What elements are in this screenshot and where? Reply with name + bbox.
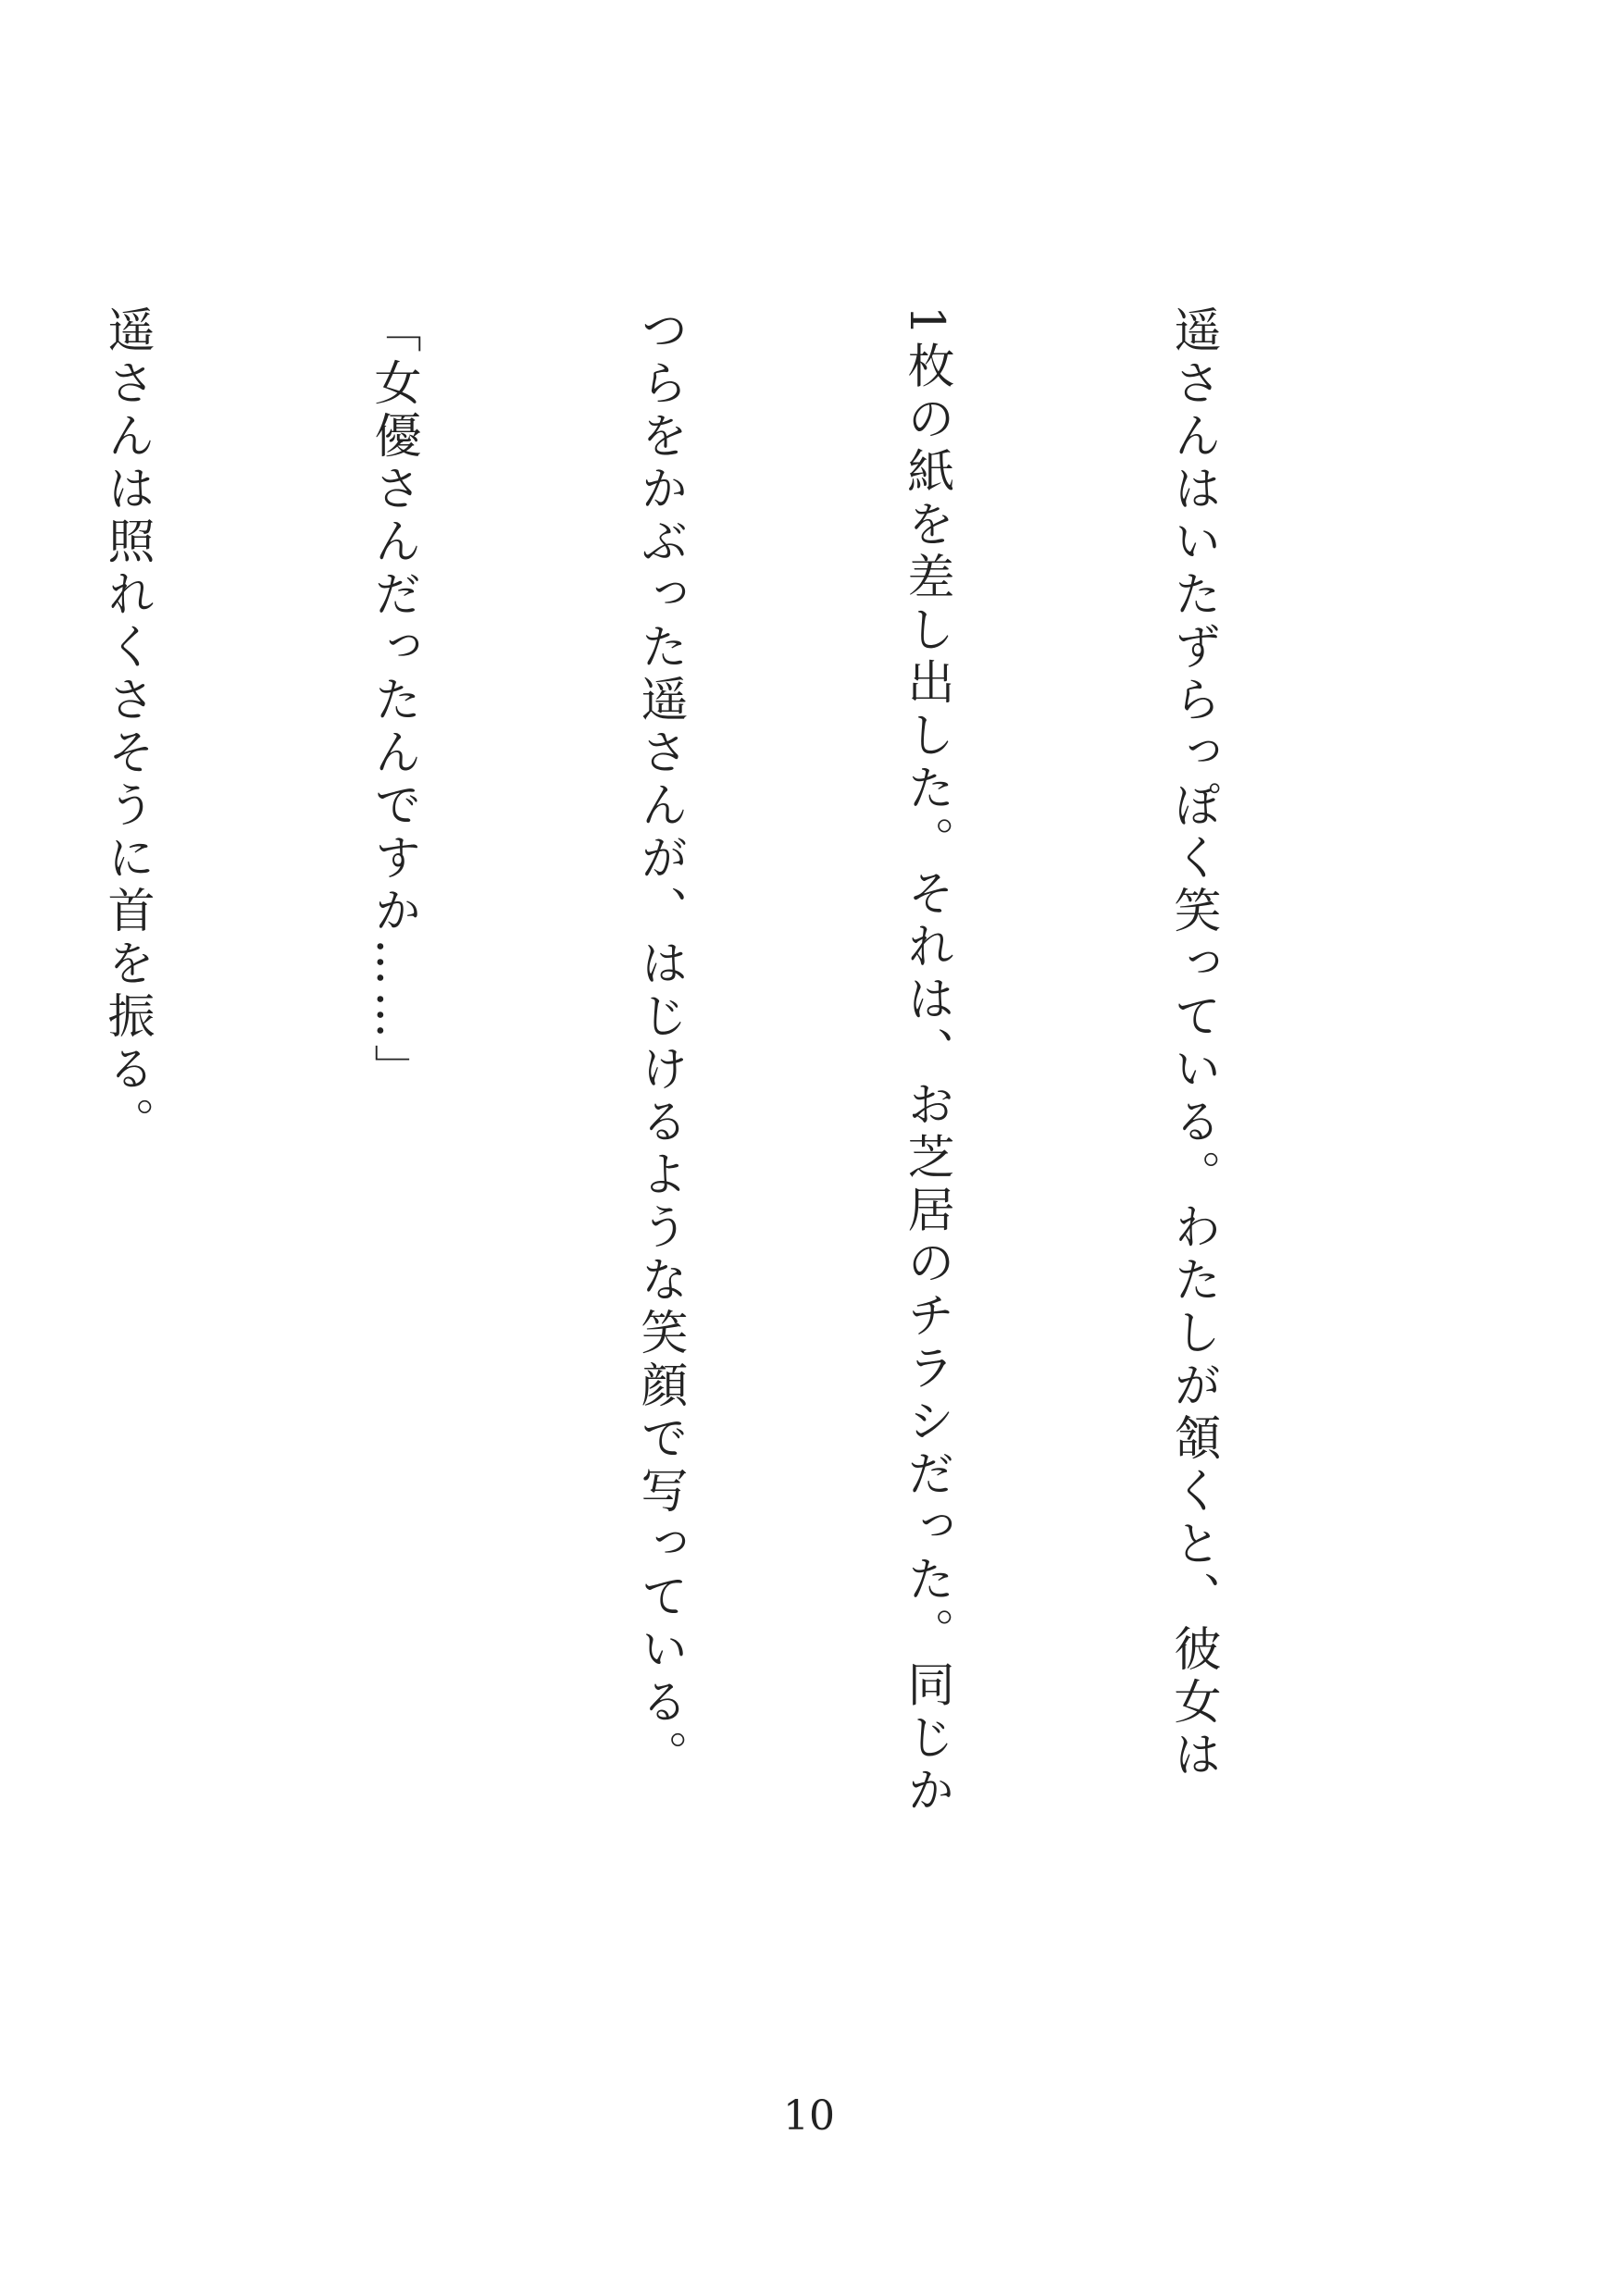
text-line: 「女優さんだったんですか……」 <box>366 305 420 1097</box>
text-line: 遥さんは照れくさそうに首を振る。 <box>99 305 154 1149</box>
text-line: 遥さんはいたずらっぽく笑っている。わたしが頷くと、彼女は <box>1165 305 1220 1782</box>
text-line: 1枚の紙を差し出した。それは、お芝居のチラシだった。同じか <box>899 305 953 1818</box>
vertical-text-body <box>99 305 1414 2064</box>
page-number: 10 <box>783 2092 835 2140</box>
text-line: つらをかぶった遥さんが、はじけるような笑顔で写っている。 <box>632 305 687 1782</box>
